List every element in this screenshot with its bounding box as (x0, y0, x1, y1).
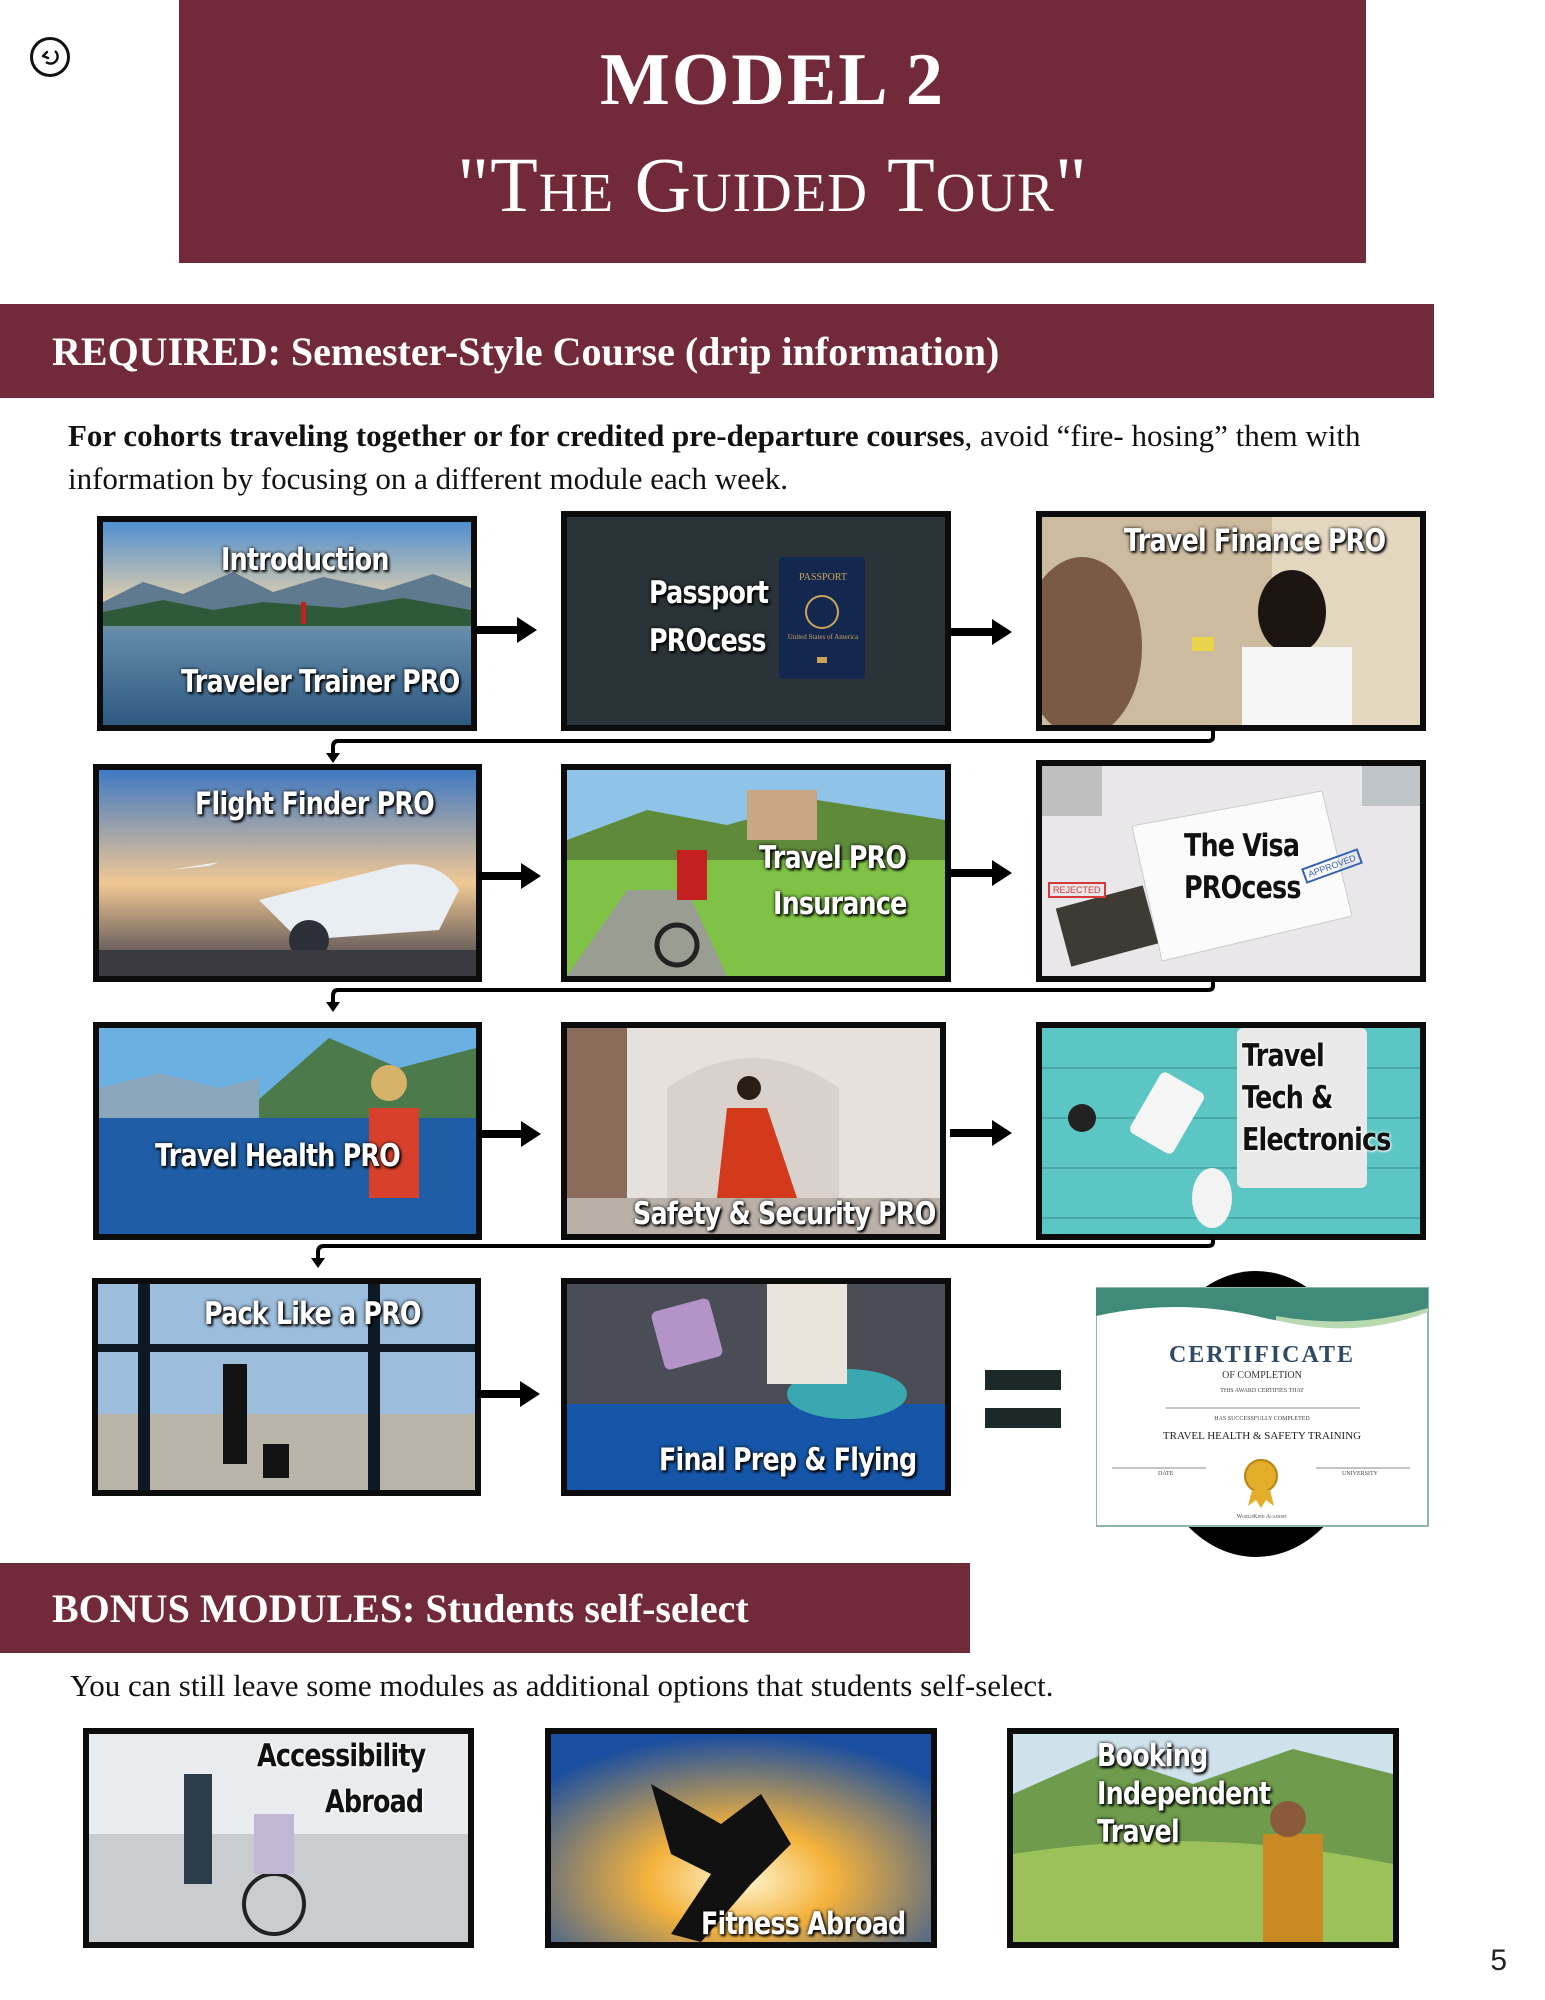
module-label: Traveler Trainer PRO (181, 664, 460, 700)
bonus-card-accessibility[interactable] (83, 1728, 474, 1948)
module-card-insurance[interactable] (561, 764, 951, 982)
module-label: Flight Finder PRO (195, 786, 434, 822)
lake-traveler-photo (99, 1028, 476, 1234)
arrow-right-icon (950, 858, 1014, 888)
equals-icon (985, 1370, 1061, 1430)
module-card-tech[interactable] (1036, 1022, 1426, 1240)
page-subtitle: "The Guided Tour" (457, 141, 1088, 228)
arrow-right-icon (479, 1119, 543, 1149)
bonus-heading-bar (0, 1563, 970, 1653)
module-card-flight[interactable] (93, 764, 482, 982)
module-label: Passport (649, 575, 769, 611)
module-label: Travel (1242, 1038, 1324, 1074)
connector-line (0, 978, 1300, 1018)
module-label: Final Prep & Flying (659, 1442, 917, 1478)
passport-booklet-text: United States of America (787, 633, 859, 641)
certificate-image (1096, 1268, 1430, 1560)
passport-photo (567, 517, 945, 725)
arrow-right-icon (479, 861, 543, 891)
intro-bold: For cohorts traveling together or for credited pre-departure courses (68, 418, 965, 453)
certificate-issuer: WorldKind Academy (1236, 1514, 1288, 1520)
module-label: Tech & (1242, 1080, 1333, 1116)
certificate-certifies: THIS AWARD CERTIFIES THAT (1220, 1388, 1304, 1394)
intro-rest: , avoid “fire- hosing” them with information by focusing on a different module each week. (68, 418, 1361, 496)
certificate-completed: HAS SUCCESSFULLY COMPLETED (1214, 1416, 1310, 1422)
arrow-right-icon (950, 617, 1014, 647)
module-label: Travel PRO (759, 840, 907, 876)
module-label: Travel Health PRO (155, 1138, 400, 1174)
bonus-heading: BONUS MODULES: Students self-select (52, 1585, 749, 1631)
passport-booklet-title: PASSPORT (799, 572, 847, 583)
arrow-right-icon (478, 1379, 542, 1409)
bonus-paragraph: You can still leave some modules as additional options that students self-select. (70, 1668, 1054, 1703)
bonus-card-booking[interactable] (1007, 1728, 1399, 1948)
required-heading-bar (0, 304, 1434, 398)
module-label: Travel Finance PRO (1124, 523, 1386, 559)
module-label: Booking (1097, 1738, 1208, 1774)
certificate-title: CERTIFICATE (1168, 1342, 1356, 1368)
module-label: Safety & Security PRO (633, 1196, 936, 1232)
intro-paragraph (68, 414, 1448, 500)
module-label: Accessibility (257, 1738, 426, 1774)
module-label: Travel (1097, 1814, 1179, 1850)
certificate-course: TRAVEL HEALTH & SAFETY TRAINING (1162, 1430, 1362, 1442)
module-card-passport[interactable] (561, 511, 951, 731)
arrow-right-icon (950, 1118, 1014, 1148)
module-label: Fitness Abroad (701, 1906, 906, 1942)
arrow-right-icon (475, 615, 539, 645)
stamp-rejected: REJECTED (1048, 882, 1106, 898)
required-heading: REQUIRED: Semester-Style Course (drip information) (52, 328, 1000, 374)
module-label: Abroad (325, 1784, 424, 1820)
module-card-pack[interactable] (92, 1278, 481, 1496)
module-label: Electronics (1242, 1122, 1391, 1158)
certificate-university-label: UNIVERSITY (1342, 1471, 1378, 1477)
stamp-approved: APPROVED (1301, 848, 1363, 884)
module-label: PROcess (649, 623, 766, 659)
module-card-safety[interactable] (561, 1022, 946, 1240)
title-banner (179, 0, 1366, 263)
module-label: PROcess (1184, 870, 1301, 906)
module-label: Insurance (773, 886, 907, 922)
back-button[interactable] (30, 37, 70, 77)
module-card-visa[interactable] (1036, 760, 1426, 982)
module-card-health[interactable] (93, 1022, 482, 1240)
bonus-card-fitness[interactable] (545, 1728, 937, 1948)
certificate-subtitle: OF COMPLETION (1222, 1370, 1302, 1381)
page-title: MODEL 2 (600, 39, 945, 121)
module-card-final[interactable] (561, 1278, 951, 1496)
module-label: Introduction (221, 542, 389, 578)
module-label: The Visa (1184, 828, 1300, 864)
module-label: Independent (1097, 1776, 1271, 1812)
certificate-date-label: DATE (1158, 1471, 1174, 1477)
return-arrow-icon (38, 45, 62, 69)
module-card-finance[interactable] (1036, 511, 1426, 731)
module-card-introduction[interactable] (97, 516, 477, 731)
page-number: 5 (1490, 1944, 1507, 1977)
module-label: Pack Like a PRO (204, 1296, 421, 1332)
